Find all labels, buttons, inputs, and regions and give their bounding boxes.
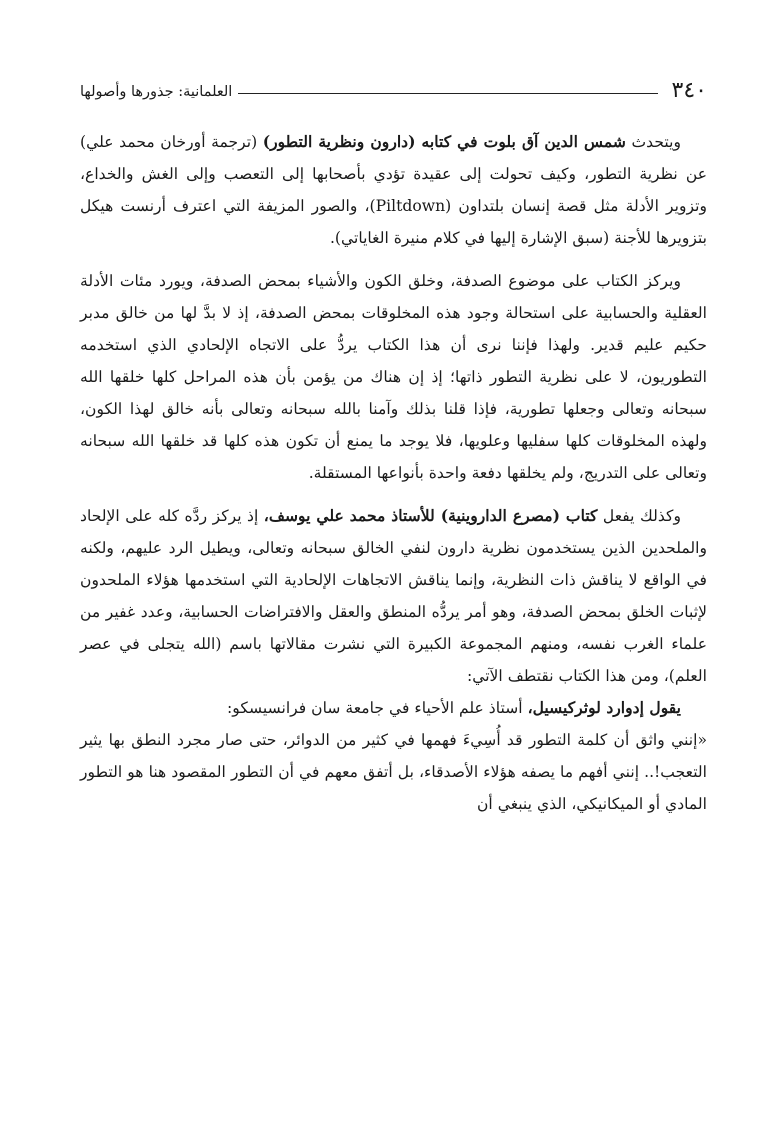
quotation: «إنني واثق أن كلمة التطور قد أُسِيءَ فهمها في كثير من الدوائر، حتى صار مجرد النطق بها يثير التعجب!.. إنني أفهم ما يصفه هؤلاء الأصدقاء، بل أتفق معهم في أن التطور المقصود هنا هو التطور المادي أو الميكانيكي، الذي ينبغي أن — [80, 731, 707, 813]
header-rule — [238, 93, 657, 94]
paragraph-1-rest: (ترجمة أورخان محمد علي) عن نظرية التطور، وكيف تحولت إلى عقيدة تؤدي بأصحابها إلى التعصب وإلى الغش والخداع، وتزوير الأدلة مثل قصة إنسان بلتداون (Piltdown)، والصور المزيفة التي اعترف أرنست هيكل بتزويرها للأجنة (سبق الإشارة إليها في كلام منيرة الغاياتي). — [80, 133, 707, 247]
paragraph-1-bold: شمس الدين آق بلوت في كتابه (دارون ونظرية التطور) — [262, 132, 626, 151]
paragraph-3-rest: إذ يركز ردَّه كله على الإلحاد والملحدين الذين يستخدمون نظرية دارون لنفي الخالق سبحانه وتعالى، ويطيل الرد عليهم، ولكنه في الواقع لا يناقش ذات النظرية، وإنما يناقش الاتجاهات الإلحادية التي استخدمها هؤلاء الملحدون لإثبات الخلق بمحض الصدفة، وهو أمر يردُّه المنطق والعقل والافتراضات الحسابية، وعدد غفير من علماء الغرب نفسه، ومنهم المجموعة الكبيرة التي نشرت مقالاتها باسم (الله يتجلى في عصر العلم)، ومن هذا الكتاب نقتطف الآتي: — [80, 507, 707, 685]
paragraph-4 — [80, 692, 707, 724]
running-header — [80, 70, 707, 102]
paragraph-1-lead: ويتحدث — [625, 133, 681, 151]
paragraph-4-bold: يقول إدوارد لوثركيسيل، — [527, 698, 681, 717]
book-page — [80, 70, 707, 1082]
paragraph-4-rest: أستاذ علم الأحياء في جامعة سان فرانسيسكو: — [227, 699, 528, 717]
paragraph-3 — [80, 500, 707, 692]
body-text — [80, 126, 707, 820]
paragraph-2: ويركز الكتاب على موضوع الصدفة، وخلق الكون والأشياء بمحض الصدفة، ويورد مئات الأدلة العقلية والحسابية على استحالة وجود هذه المخلوقات بمحض الصدفة، إذ لا بدَّ لها من خالق مدبر حكيم عليم قدير. ولهذا فإننا نرى أن هذا الكتاب يردُّ على الاتجاه الإلحادي الذي استخدمه التطوريون، لا على نظرية التطور ذاتها؛ إذ إن هناك من يؤمن بأن هذه المراحل كلها خلقها الله سبحانه وتعالى وجعلها تطورية، فإذا قلنا بذلك وآمنا بالله سبحانه وتعالى بأنه خالق لهذا الكون، ولهذه المخلوقات كلها سفليها وعلويها، فلا يوجد ما يمنع أن تكون هذه كلها قد خلقها الله سبحانه وتعالى على التدريج، ولم يخلقها دفعة واحدة بأنواعها المستقلة. — [80, 272, 707, 482]
paragraph-1 — [80, 126, 707, 254]
paragraph-3-lead: وكذلك يفعل — [597, 507, 681, 525]
page-number: ٣٤٠ — [671, 78, 707, 103]
paragraph-3-bold: كتاب (مصرع الداروينية) للأستاذ محمد علي يوسف، — [263, 506, 598, 525]
book-title: العلمانية: جذورها وأصولها — [80, 84, 233, 100]
